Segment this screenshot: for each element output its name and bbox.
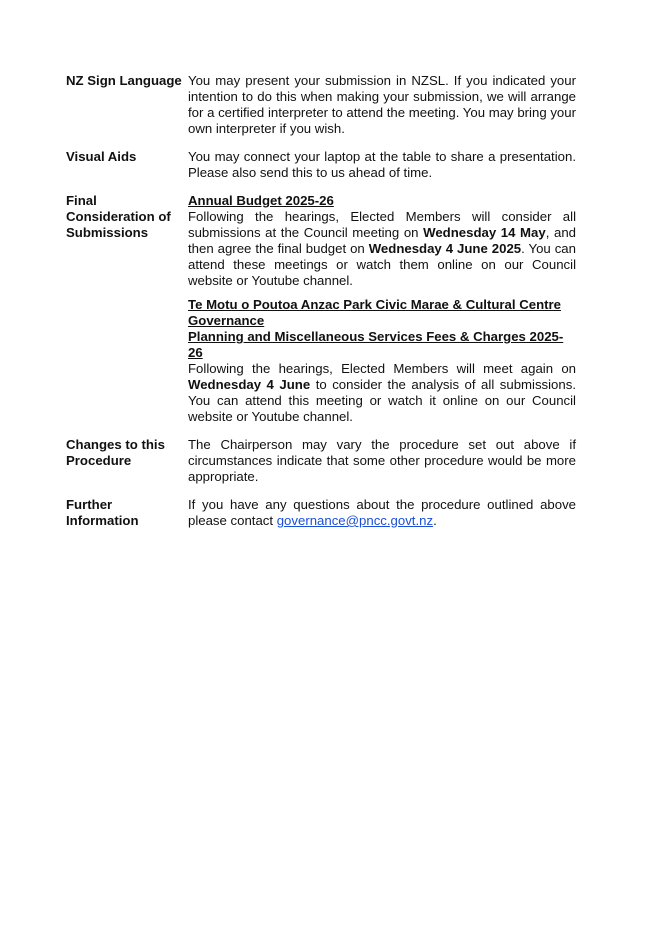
text: Following the hearings, Elected Members will consider all submissions at the Council meeting on — [188, 209, 576, 240]
text: to consider the analysis of all submissions. You can attend this meeting or watch it online on our Council website or Youtube channel. — [188, 377, 576, 424]
heading-fees-charges: Planning and Miscellaneous Services Fees & Charges 2025-26 — [188, 329, 564, 360]
section-further-information — [66, 497, 576, 529]
fees-charges-text — [188, 361, 576, 425]
section-nz-sign-language — [66, 73, 576, 137]
section-label: NZ Sign Language — [66, 73, 182, 88]
section-label: Changes to this Procedure — [66, 437, 165, 468]
date: Wednesday 4 June — [188, 377, 311, 392]
section-visual-aids — [66, 149, 576, 181]
section-label: Final Consideration of Submissions — [66, 193, 171, 240]
section-label: Visual Aids — [66, 149, 137, 164]
section-final-consideration — [66, 193, 576, 425]
date: Wednesday 14 May — [423, 225, 546, 240]
text: . You can attend these meetings or watch them online on our Council website or Youtube channel. — [188, 241, 576, 288]
text: Following the hearings, Elected Members will meet again on — [188, 361, 576, 376]
heading-annual-budget: Annual Budget 2025-26 — [188, 193, 334, 208]
heading-marae-governance: Te Motu o Poutoa Anzac Park Civic Marae & Cultural Centre Governance — [188, 297, 561, 328]
section-changes — [66, 437, 576, 485]
section-label: Further Information — [66, 497, 139, 528]
text: . — [433, 513, 437, 528]
section-text: You may connect your laptop at the table to share a presentation. Please also send this to us ahead of time. — [188, 149, 576, 180]
text: , and then agree the final budget on — [188, 225, 576, 256]
date: Wednesday 4 June 2025 — [368, 241, 522, 256]
email-link[interactable]: governance@pncc.govt.nz — [276, 513, 434, 528]
annual-budget-text — [188, 209, 576, 289]
section-text: The Chairperson may vary the procedure set out above if circumstances indicate that some other procedure would be more appropriate. — [188, 437, 576, 484]
procedure-document — [66, 0, 576, 529]
section-text — [188, 497, 576, 529]
text: If you have any questions about the procedure outlined above please contact — [188, 497, 576, 528]
section-text: You may present your submission in NZSL. If you indicated your intention to do this when making your submission, we will arrange for a certified interpreter to attend the meeting. You may bring your own interpreter if you wish. — [188, 73, 576, 136]
